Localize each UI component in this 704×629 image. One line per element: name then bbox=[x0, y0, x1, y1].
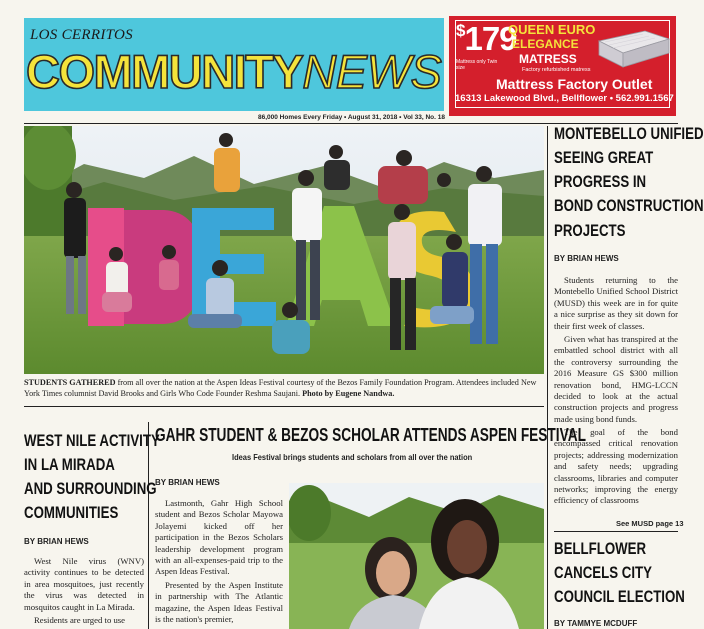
ad-title-line1: QUEEN EURO bbox=[508, 22, 596, 37]
masthead-los-cerritos: LOS CERRITOS bbox=[30, 27, 133, 43]
montebello-paragraph: The goal of the bond encompassed critical renovation projects; addressing modernization and safety needs; upgrading classrooms, libraries and computer networks; improving the energy efficiency of classrooms bbox=[554, 427, 678, 506]
main-photo[interactable] bbox=[24, 126, 544, 374]
dateline: 86,000 Homes Every Friday • August 31, 2018 • Vol 33, No. 18 bbox=[258, 114, 445, 121]
montebello-headline-line: MONTEBELLO UNIFIED bbox=[554, 124, 704, 143]
westnile-headline-line: IN LA MIRADA bbox=[24, 455, 115, 475]
caption-lead: STUDENTS GATHERED bbox=[24, 378, 116, 387]
montebello-byline: BY BRIAN HEWS bbox=[554, 254, 619, 263]
ad-address: 16313 Lakewood Blvd., Bellflower • 562.991.1567 bbox=[455, 93, 674, 104]
bellflower-headline-line: BELLFLOWER bbox=[554, 539, 647, 558]
right-column-rule bbox=[554, 531, 678, 532]
montebello-jump-link[interactable]: See MUSD page 13 bbox=[616, 519, 684, 528]
gahr-byline: BY BRIAN HEWS bbox=[155, 478, 220, 487]
ad-title-line3: MATRESS bbox=[519, 52, 577, 66]
mattress-image bbox=[595, 27, 671, 73]
ad-store-name: Mattress Factory Outlet bbox=[496, 76, 653, 92]
bellflower-byline: BY TAMMYE MCDUFF bbox=[554, 619, 638, 628]
gahr-paragraph: Lastmonth, Gahr High School student and Bezos Scholar Mayowa Jolayemi kicked off her participation in the Bezos Scholars leadership development program with an all-expenses-paid trip to the Aspen Ideas Festival. bbox=[155, 498, 283, 577]
montebello-headline-line: SEEING GREAT bbox=[554, 148, 654, 168]
photo-caption bbox=[24, 378, 544, 399]
ad-smallprint: Mattress only Twin size bbox=[456, 59, 498, 71]
westnile-headline-line: COMMUNITIES bbox=[24, 503, 119, 523]
westnile-byline: BY BRIAN HEWS bbox=[24, 537, 89, 546]
masthead-news: NEWS bbox=[302, 45, 442, 98]
westnile-body bbox=[24, 556, 144, 629]
montebello-body bbox=[554, 275, 678, 513]
gahr-body bbox=[155, 498, 283, 629]
montebello-headline[interactable] bbox=[554, 122, 704, 243]
bellflower-headline-line: COUNCIL ELECTION bbox=[554, 587, 685, 607]
ad-refurb-note: Factory refurbished matress bbox=[522, 67, 591, 73]
ad-price-value: 179 bbox=[464, 20, 517, 57]
masthead-community: COMMUNITY bbox=[26, 45, 303, 98]
mid-rule bbox=[24, 406, 544, 407]
bellflower-headline[interactable] bbox=[554, 537, 685, 609]
westnile-headline-line: WEST NILE ACTIVITY bbox=[24, 431, 160, 450]
gahr-paragraph: Presented by the Aspen Institute in partnership with The Atlantic magazine, the Aspen Ideas Festival is the nation's premier, bbox=[155, 579, 283, 624]
bellflower-headline-line: CANCELS CITY bbox=[554, 563, 652, 583]
montebello-headline-line: PROJECTS bbox=[554, 220, 626, 240]
montebello-headline-line: PROGRESS IN bbox=[554, 172, 647, 192]
ad-currency: $ bbox=[456, 21, 465, 40]
westnile-headline-line: AND SURROUNDING bbox=[24, 479, 157, 499]
montebello-paragraph: Students returning to the Montebello Unified School District (MUSD) this week are in for quite a nice surprise as they sit down for their first week of classes. bbox=[554, 275, 678, 331]
column-divider-right bbox=[547, 126, 548, 629]
westnile-paragraph: West Nile virus (WNV) activity continues to be detected in area mosquitoes, just recently the virus was detected in mosquitos caught in La Mirada. bbox=[24, 556, 144, 612]
caption-credit: Photo by Eugene Nandwa. bbox=[302, 388, 395, 398]
montebello-paragraph: Given what has transpired at the embattled school district with all the controversy surrounding the 2016 Measure GS $300 million renovation bond, HMG-LCCN decided to look at the actual construction projects and progress made using bond funds. bbox=[554, 333, 678, 424]
masthead-title bbox=[26, 45, 442, 98]
westnile-paragraph: Residents are urged to use bbox=[34, 614, 126, 625]
westnile-headline[interactable] bbox=[24, 429, 160, 526]
montebello-headline-line: BOND CONSTRUCTION bbox=[554, 196, 704, 216]
ad-title-line2: ELEGANCE bbox=[512, 37, 579, 51]
caption-text: from all over the nation at the Aspen Ideas Festival courtesy of the Bezos Family Foundation Program. Attendees included New York Times columnist David Brooks and Girls Who Code Founder Reshma Saujani. bbox=[24, 378, 537, 398]
gahr-headline[interactable]: GAHR STUDENT & BEZOS SCHOLAR ATTENDS ASPEN FESTIVAL bbox=[155, 425, 586, 445]
gahr-photo[interactable] bbox=[289, 483, 544, 629]
gahr-subhead: Ideas Festival brings students and scholars from all over the nation bbox=[232, 452, 473, 462]
